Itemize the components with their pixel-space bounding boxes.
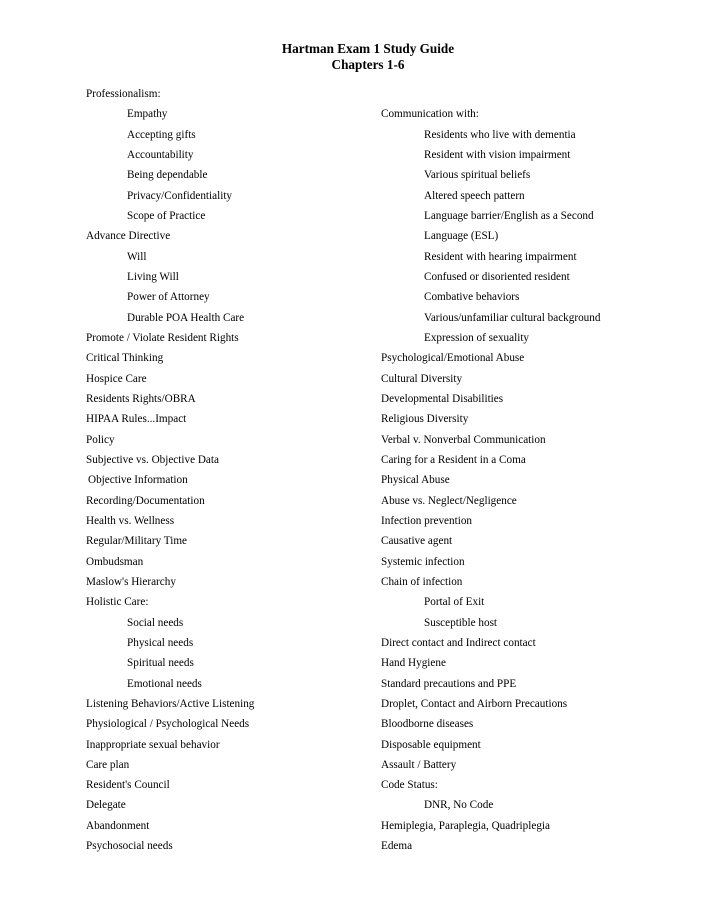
study-subtopic: Emotional needs — [127, 677, 202, 690]
study-subtopic: Will — [127, 250, 147, 263]
study-subtopic: Confused or disoriented resident — [424, 270, 570, 283]
study-topic: Critical Thinking — [86, 352, 164, 365]
study-topic: Abandonment — [86, 819, 150, 832]
study-topic: Infection prevention — [381, 514, 473, 527]
study-subtopic: Privacy/Confidentiality — [127, 189, 233, 202]
study-subtopic: Portal of Exit — [424, 596, 485, 609]
study-topic: Developmental Disabilities — [381, 392, 504, 405]
study-subtopic: Residents who live with dementia — [424, 128, 576, 141]
study-topic: Direct contact and Indirect contact — [381, 636, 536, 649]
study-topic: Delegate — [86, 799, 126, 812]
study-topic: Verbal v. Nonverbal Communication — [381, 433, 546, 446]
study-topic: Hemiplegia, Paraplegia, Quadriplegia — [381, 819, 550, 832]
study-topic: Residents Rights/OBRA — [86, 392, 196, 405]
right-topic-column — [381, 84, 681, 856]
study-topic: Subjective vs. Objective Data — [86, 453, 219, 466]
study-topic: Communication with: — [381, 108, 479, 121]
study-topic: Recording/Documentation — [86, 494, 205, 507]
study-subtopic: Living Will — [127, 270, 179, 283]
study-topic: Hospice Care — [86, 372, 147, 385]
study-topic: Promote / Violate Resident Rights — [86, 331, 239, 344]
study-topic: Objective Information — [88, 474, 188, 487]
study-topic: Maslow's Hierarchy — [86, 575, 176, 588]
study-topic: Abuse vs. Neglect/Negligence — [381, 494, 517, 507]
study-topic: Droplet, Contact and Airborn Precautions — [381, 697, 568, 710]
study-topic: Psychosocial needs — [86, 840, 173, 853]
study-subtopic: Durable POA Health Care — [127, 311, 245, 324]
study-topic: HIPAA Rules...Impact — [86, 413, 187, 426]
study-subtopic: Expression of sexuality — [424, 331, 530, 344]
study-subtopic: Language (ESL) — [424, 230, 499, 243]
study-topic: Inappropriate sexual behavior — [86, 738, 220, 751]
study-topic: Physical Abuse — [381, 474, 450, 487]
study-topic: Systemic infection — [381, 555, 465, 568]
study-subtopic: Resident with hearing impairment — [424, 250, 577, 263]
study-subtopic: Power of Attorney — [127, 291, 210, 304]
study-topic: Physiological / Psychological Needs — [86, 718, 250, 731]
study-subtopic: Empathy — [127, 108, 168, 121]
study-subtopic: Resident with vision impairment — [424, 148, 571, 161]
study-topic: Causative agent — [381, 535, 453, 548]
study-subtopic: Combative behaviors — [424, 291, 520, 304]
study-topic: Holistic Care: — [86, 596, 149, 609]
left-topic-column — [86, 84, 366, 856]
study-subtopic: Social needs — [127, 616, 184, 629]
study-topic: Resident's Council — [86, 779, 170, 792]
study-topic: Hand Hygiene — [381, 657, 446, 670]
study-topic: Standard precautions and PPE — [381, 677, 517, 690]
study-subtopic: DNR, No Code — [424, 799, 494, 812]
study-topic: Health vs. Wellness — [86, 514, 175, 527]
study-topic: Chain of infection — [381, 575, 463, 588]
study-subtopic: Accountability — [127, 148, 194, 161]
study-subtopic: Various spiritual beliefs — [424, 169, 531, 182]
study-topic: Listening Behaviors/Active Listening — [86, 697, 255, 710]
study-topic: Professionalism: — [86, 88, 161, 100]
study-topic: Caring for a Resident in a Coma — [381, 453, 526, 466]
study-subtopic: Altered speech pattern — [424, 189, 525, 202]
document-title: Hartman Exam 1 Study Guide — [281, 41, 455, 56]
study-topic: Assault / Battery — [381, 758, 457, 771]
study-subtopic: Susceptible host — [424, 616, 498, 629]
study-subtopic: Scope of Practice — [127, 209, 206, 222]
study-subtopic: Various/unfamiliar cultural background — [424, 311, 601, 324]
study-topic: Regular/Military Time — [86, 535, 187, 548]
study-topic: Care plan — [86, 758, 130, 771]
study-topic: Code Status: — [381, 779, 438, 792]
study-topic: Bloodborne diseases — [381, 718, 474, 731]
study-topic: Policy — [86, 433, 115, 446]
study-topic: Edema — [381, 840, 413, 853]
document-subtitle: Chapters 1-6 — [331, 57, 405, 72]
document-header — [0, 41, 714, 73]
study-topic: Religious Diversity — [381, 413, 469, 426]
study-subtopic: Spiritual needs — [127, 657, 194, 670]
column-spacer — [381, 84, 681, 104]
study-subtopic: Being dependable — [127, 169, 208, 182]
study-topic: Ombudsman — [86, 555, 144, 568]
study-subtopic: Language barrier/English as a Second — [424, 209, 594, 222]
study-subtopic: Physical needs — [127, 636, 194, 649]
study-topic: Disposable equipment — [381, 738, 481, 751]
study-topic: Advance Directive — [86, 230, 171, 243]
study-subtopic: Accepting gifts — [127, 128, 196, 141]
study-topic: Psychological/Emotional Abuse — [381, 352, 525, 365]
study-topic: Cultural Diversity — [381, 372, 463, 385]
